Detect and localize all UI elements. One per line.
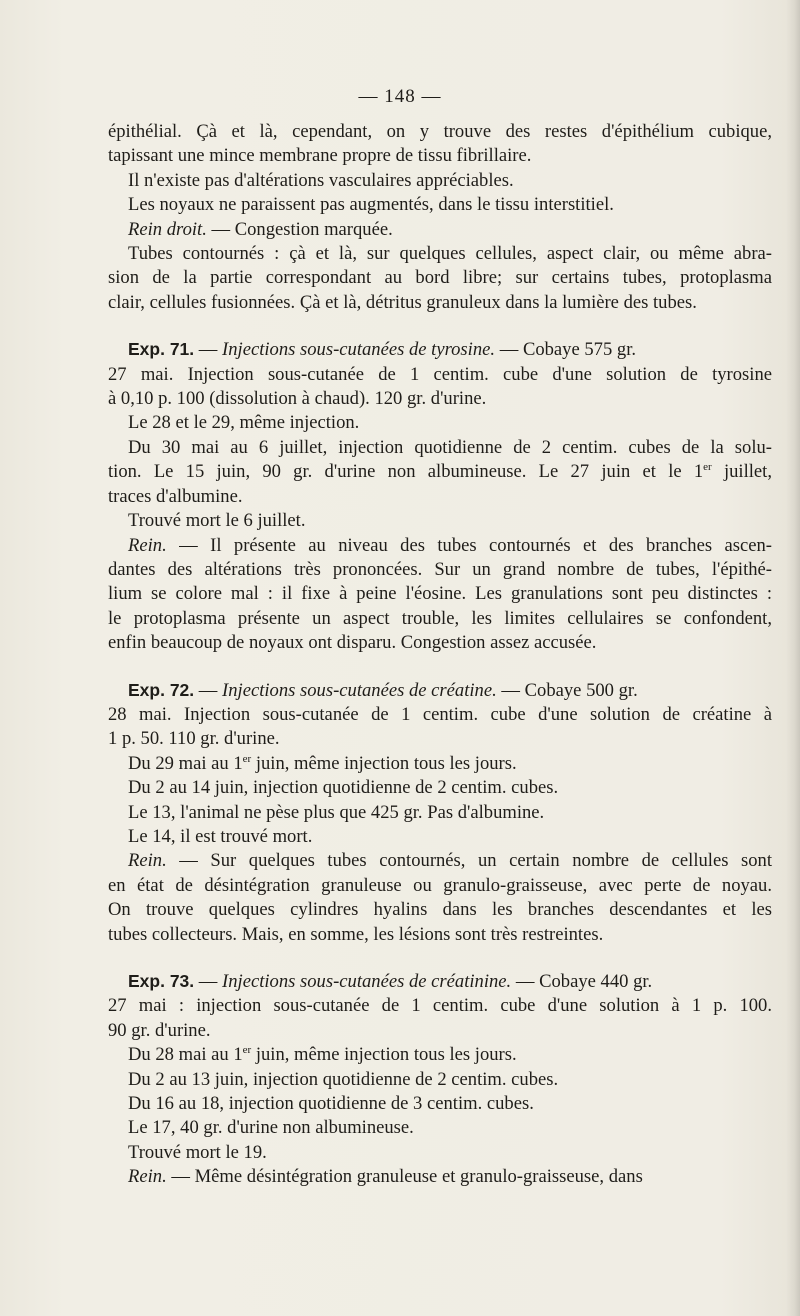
section-label: Rein. [128,1166,167,1188]
experiment-number: Exp. 72. [128,679,195,700]
experiment-number: Exp. 71. [128,339,195,360]
text-line: Du 29 mai au 1er juin, même injection tous les jours. [128,752,517,774]
text-line: Rein. — Il présente au niveau des tubes contournés et des branches ascen- [128,534,772,556]
text-line: 28 mai. Injection sous-cutanée de 1 centim. cube d'une solution de créatine à [108,703,772,725]
paragraph [108,411,772,435]
paragraph [108,776,772,800]
text-line: Rein. — Sur quelques tubes contournés, un certain nombre de cellules sont [128,850,772,872]
paragraph [108,1092,772,1116]
section-gap [108,656,772,678]
text-line: Du 2 au 14 juin, injection quotidienne de 2 centim. cubes. [128,777,559,799]
text-line: On trouve quelques cylindres hyalins dans les branches descendantes et les [108,899,772,921]
text-line: Du 2 au 13 juin, injection quotidienne de 2 centim. cubes. [128,1068,559,1090]
text-line: épithélial. Çà et là, cependant, on y trouve des restes d'épithélium cubique, [108,121,772,142]
experiment-heading-paragraph [108,337,772,411]
experiment-heading-paragraph [108,969,772,1043]
paragraph [108,169,772,193]
text-line: enfin beaucoup de noyaux ont disparu. Congestion assez accusée. [108,632,597,654]
paragraph [108,218,772,242]
section-label: Rein droit. [128,218,207,240]
text-line: Il n'existe pas d'altérations vasculaires appréciables. [128,169,514,191]
text-line: 1 p. 50. 110 gr. d'urine. [108,728,280,750]
text-line: Rein. — Même désintégration granuleuse et granulo-graisseuse, dans [128,1166,643,1188]
text-line: Trouvé mort le 6 juillet. [128,510,306,532]
paragraph [108,801,772,825]
paragraph [108,1068,772,1092]
text-line: traces d'albumine. [108,485,243,507]
experiment-title-line: Exp. 73. — Injections sous-cutanées de créatinine. — Cobaye 440 gr. [128,971,653,992]
experiment-title-line: Exp. 71. — Injections sous-cutanées de tyrosine. — Cobaye 575 gr. [128,339,637,361]
paragraph [108,1165,772,1189]
text-line: 27 mai : injection sous-cutanée de 1 centim. cube d'une solution à 1 p. 100. [108,995,772,1017]
text-line: Le 28 et le 29, même injection. [128,412,360,434]
text-line: Les noyaux ne paraissent pas augmentés, dans le tissu interstitiel. [128,194,614,216]
experiment-title: Injections sous-cutanées de tyrosine. [222,339,496,361]
text-line: à 0,10 p. 100 (dissolution à chaud). 120 gr. d'urine. [108,388,487,410]
section-label: Rein. [128,534,167,556]
page-number: — 148 — [358,86,442,107]
text-line: Le 13, l'animal ne pèse plus que 425 gr. Pas d'albumine. [128,801,545,823]
text-line: Du 16 au 18, injection quotidienne de 3 centim. cubes. [128,1093,534,1115]
paragraph [108,534,772,656]
paragraph [108,1043,772,1067]
text-line: 90 gr. d'urine. [108,1019,211,1041]
text-line: tion. Le 15 juin, 90 gr. d'urine non albumineuse. Le 27 juin et le 1er juillet, [108,461,772,483]
paragraph [108,509,772,533]
paragraph [108,752,772,776]
text-line: Du 28 mai au 1er juin, même injection tous les jours. [128,1044,517,1066]
text-line: clair, cellules fusionnées. Çà et là, détritus granuleux dans la lumière des tubes. [108,291,697,313]
text-line: Le 14, il est trouvé mort. [128,825,313,847]
section-gap [108,947,772,969]
experiment-heading-paragraph [108,678,772,752]
text-line: Le 17, 40 gr. d'urine non albumineuse. [128,1117,414,1139]
body-text [108,120,772,1190]
text-line: 27 mai. Injection sous-cutanée de 1 centim. cube d'une solution de tyrosine [108,363,772,385]
paragraph [108,1116,772,1140]
paragraph [108,436,772,509]
text-line: tubes collecteurs. Mais, en somme, les lésions sont très restreintes. [108,923,604,945]
experiment-title-line: Exp. 72. — Injections sous-cutanées de créatine. — Cobaye 500 gr. [128,679,638,701]
text-line: le protoplasma présente un aspect trouble, les limites cellulaires se confondent, [108,607,772,629]
text-line: Du 30 mai au 6 juillet, injection quotidienne de 2 centim. cubes de la solu- [128,436,772,458]
text-line: Tubes contournés : çà et là, sur quelques cellules, aspect clair, ou même abra- [128,243,772,265]
text-line: lium se colore mal : il fixe à peine l'éosine. Les granulations sont peu distinctes : [108,583,772,605]
text-line: sion de la partie correspondant au bord libre; sur certains tubes, protoplasma [108,267,772,289]
section-gap [108,315,772,337]
experiment-number: Exp. 73. [128,971,195,991]
text-line: Trouvé mort le 19. [128,1141,267,1163]
paragraph [108,242,772,315]
paragraph [108,120,772,169]
text-line: en état de désintégration granuleuse ou granulo-graisseuse, avec perte de noyau. [108,874,772,896]
experiment-title: Injections sous-cutanées de créatinine. [222,971,512,992]
paragraph [108,1141,772,1165]
paragraph [108,825,772,849]
paragraph [108,193,772,217]
text-line: dantes des altérations très prononcées. Sur un grand nombre de tubes, l'épithé- [108,558,772,580]
page-edge-shadow [786,0,800,1316]
text-line: Rein droit. — Congestion marquée. [128,218,393,240]
section-label: Rein. [128,850,167,872]
text-line: tapissant une mince membrane propre de tissu fibrillaire. [108,145,532,167]
paragraph [108,849,772,947]
experiment-title: Injections sous-cutanées de créatine. [222,679,497,701]
